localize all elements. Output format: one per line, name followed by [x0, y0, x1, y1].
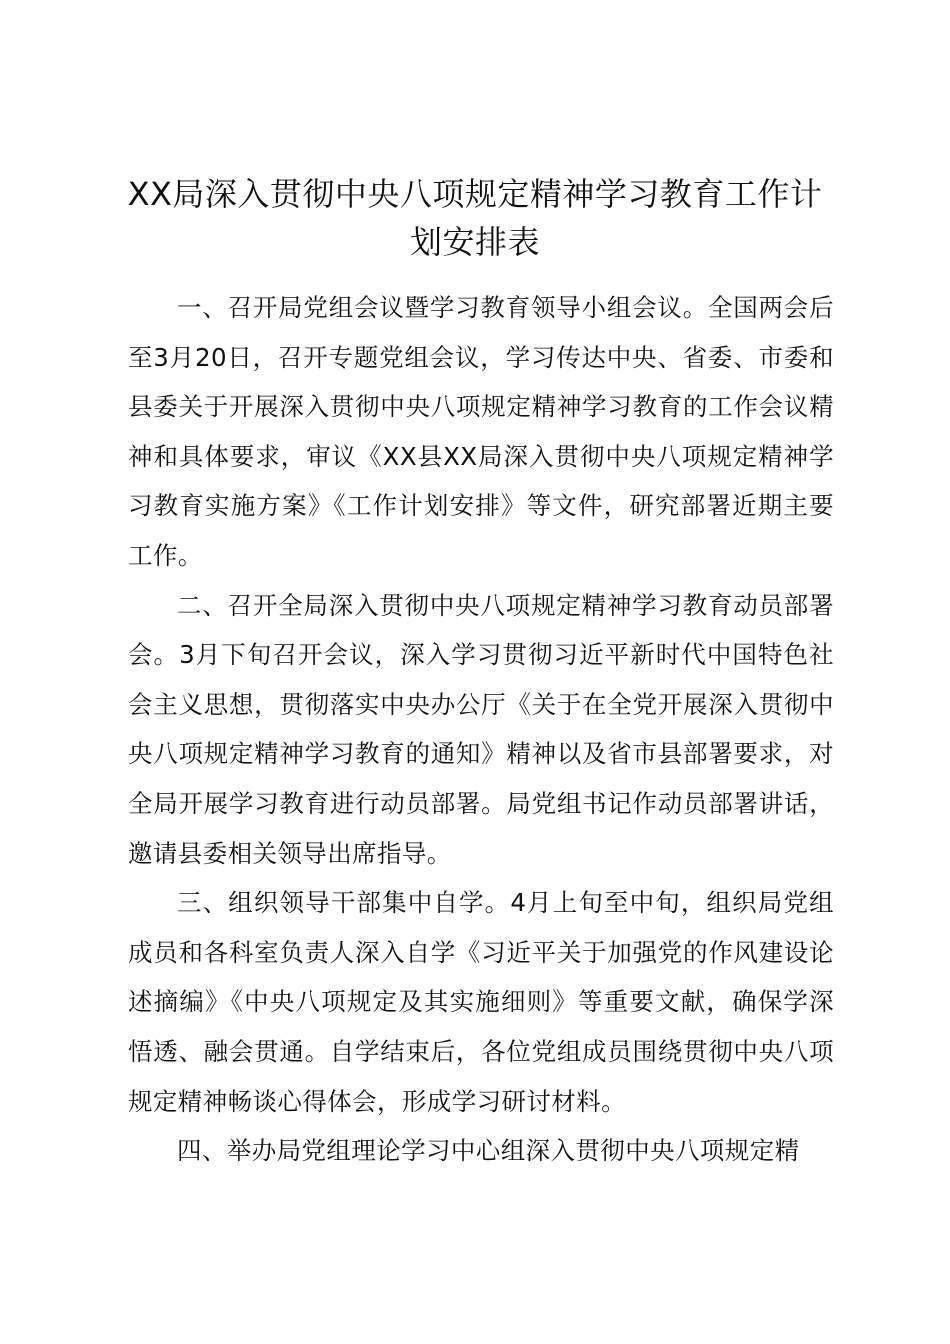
- document-title: XX局深入贯彻中央八项规定精神学习教育工作计划安排表: [127, 175, 823, 261]
- paragraph-2: 二、召开全局深入贯彻中央八项规定精神学习教育动员部署会。3月下旬召开会议，深入学习贯彻习近平新时代中国特色社会主义思想，贯彻落实中央办公厅《关于在全党开展深入贯彻中央八项规定精神学习教育的通知》精神以及省市县部署要求，对全局开展学习教育进行动员部署。局党组书记作动员部署讲话，邀请县委相关领导出席指导。: [128, 590, 834, 868]
- paragraph-1: 一、召开局党组会议暨学习教育领导小组会议。全国两会后至3月20日，召开专题党组会议，学习传达中央、省委、市委和县委关于开展深入贯彻中央八项规定精神学习教育的工作会议精神和具体要求，审议《XX县XX局深入贯彻中央八项规定精神学习教育实施方案》《工作计划安排》等文件，研究部署近期主要工作。: [128, 293, 834, 570]
- paragraph-4: 四、举办局党组理论学习中心组深入贯彻中央八项规定精: [177, 1136, 800, 1166]
- paragraph-3: 三、组织领导干部集中自学。4月上旬至中旬，组织局党组成员和各科室负责人深入自学《习近平关于加强党的作风建设论述摘编》《中央八项规定及其实施细则》等重要文献，确保学深悟透、融会贯通。自学结束后，各位党组成员围绕贯彻中央八项规定精神畅谈心得体会，形成学习研讨材料。: [128, 888, 834, 1116]
- document-body: [128, 283, 834, 1176]
